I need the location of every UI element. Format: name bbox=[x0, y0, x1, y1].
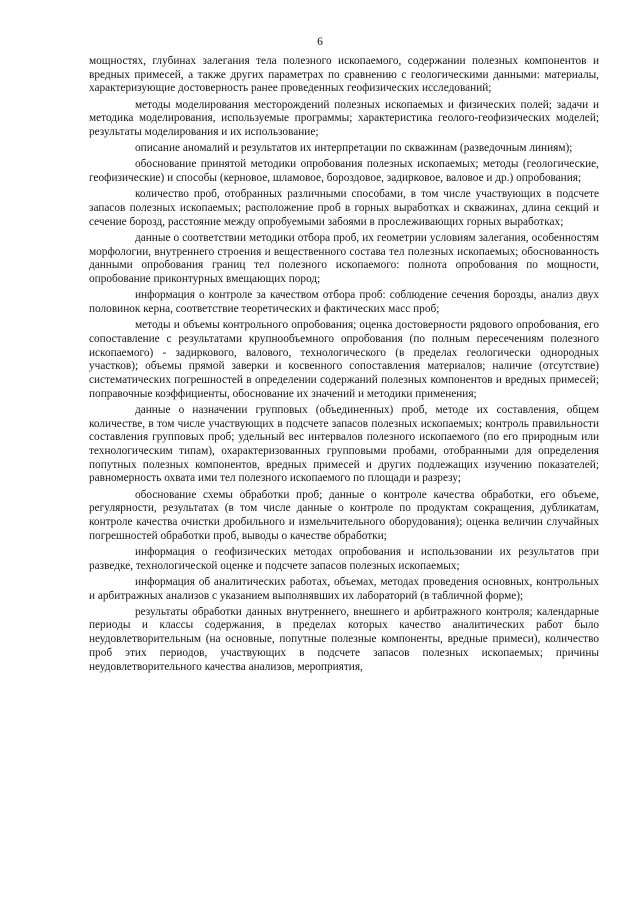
paragraph: мощностях, глубинах залегания тела полезного ископаемого, содержании полезных компонентов и вредных примесей, а также других параметрах по сравнению с геологическими данными: материалы, характеризующие достоверность ранее проведенных геофизических исследований; bbox=[89, 55, 599, 95]
paragraph: результаты обработки данных внутреннего, внешнего и арбитражного контроля; календарные периоды и классы содержания, в пределах которых качество аналитических работ было неудовлетворительным (на основные, попутные полезные компоненты, вредные примеси), количество проб этих периодов, участвующих в подсчете запасов полезных ископаемых; причины неудовлетворительного качества анализов, мероприятия, bbox=[89, 605, 599, 673]
document-body bbox=[89, 55, 599, 677]
paragraph: обоснование схемы обработки проб; данные о контроле качества обработки, его объеме, регулярности, результатах (в том числе данные о контроле по продуктам сокращения, дубликатам, контроле качества очистки дробильного и измельчительного оборудования); оценка величин случайных погрешностей обработки проб, выводы о качестве обработки; bbox=[89, 488, 599, 542]
paragraph: информация о геофизических методах опробования и использовании их результатов при разведке, технологической оценке и подсчете запасов полезных ископаемых; bbox=[89, 545, 599, 572]
paragraph: данные о назначении групповых (объединенных) проб, методе их составления, общем количестве, в том числе участвующих в подсчете запасов полезных ископаемых; контроль правильности составления групповых проб; удельный вес интервалов полезного ископаемого (по его природным или технологическим типам), охарактеризованных групповыми пробами, отобранными для определения попутных полезных компонентов, вредных примесей и других подлежащих изучению показателей; равномерность охвата ими тел полезного ископаемого по площади и разрезу; bbox=[89, 403, 599, 485]
paragraph: информация об аналитических работах, объемах, методах проведения основных, контрольных и арбитражных анализов с указанием выполнявших их лабораторий (в табличной форме); bbox=[89, 575, 599, 602]
paragraph: методы моделирования месторождений полезных ископаемых и физических полей; задачи и методика моделирования, используемые программы; характеристика геолого-геофизических моделей; результаты моделирования и их использование; bbox=[89, 98, 599, 139]
paragraph: методы и объемы контрольного опробования; оценка достоверности рядового опробования, его сопоставление с результатами крупнообъемного опробования (по полным пересечениям полезного ископаемого) - задиркового, валового, технологического (в пределах геологически однородных участков); объемы прямой заверки и косвенного сопоставления материалов; наличие (отсутствие) систематических погрешностей в определении содержаний полезных компонентов и вредных примесей; поправочные коэффициенты, обоснование их значений и методики применения; bbox=[89, 319, 599, 400]
paragraph: информация о контроле за качеством отбора проб: соблюдение сечения борозды, анализ двух половинок керна, соответствие теоретических и фактических масс проб; bbox=[89, 289, 599, 315]
paragraph: описание аномалий и результатов их интерпретации по скважинам (разведочным линиям); bbox=[135, 142, 573, 155]
paragraph: обоснование принятой методики опробования полезных ископаемых; методы (геологические, геофизические) и способы (керновое, шламовое, бороздовое, задирковое, валовое и др.) опробования; bbox=[89, 158, 599, 185]
paragraph: количество проб, отобранных различными способами, в том числе участвующих в подсчете запасов полезных ископаемых; расположение проб в горных выработках и скважинах, длина секций и сечение борозд, расстояние между опробуемыми забоями в прослеживающих горных выработках; bbox=[89, 188, 599, 228]
paragraph: данные о соответствии методики отбора проб, их геометрии условиям залегания, особенностям морфологии, внутреннего строения и вещественного состава тел полезных ископаемых; обоснованность данными опробования границ тел полезного ископаемого: полнота опробования по мощности, опробование приконтурных вмещающих пород; bbox=[89, 231, 599, 286]
page-number: 6 bbox=[317, 36, 323, 48]
